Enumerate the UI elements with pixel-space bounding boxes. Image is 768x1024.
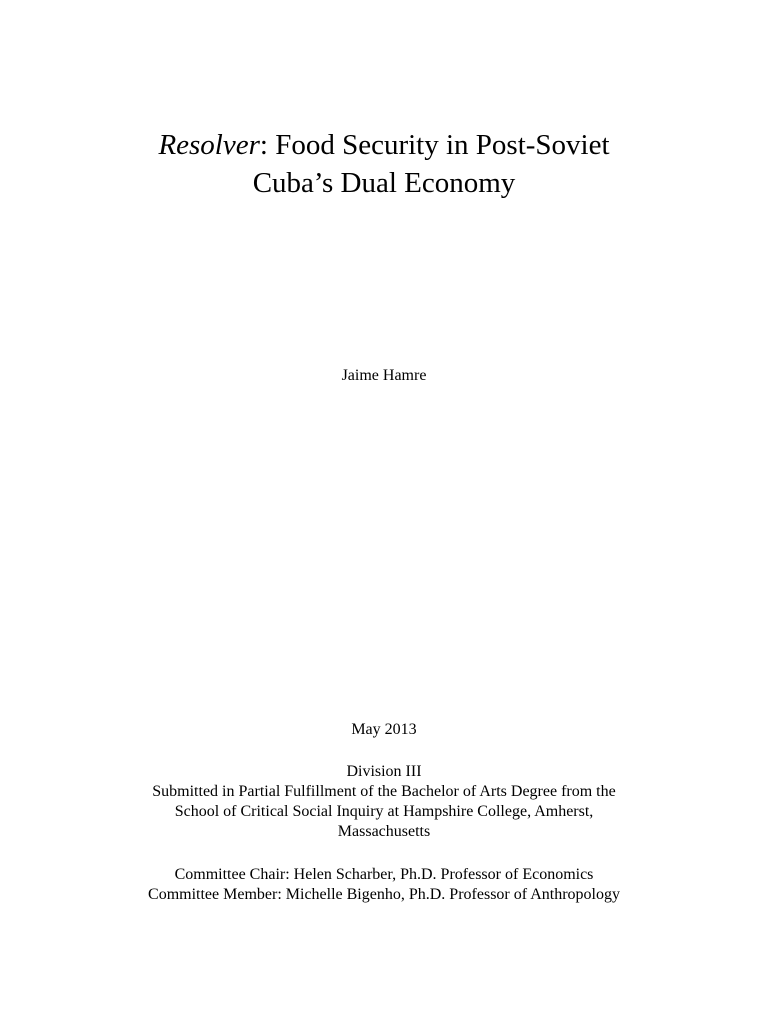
committee-chair: Committee Chair: Helen Scharber, Ph.D. Professor of Economics [174,866,594,883]
submission-line-2: School of Critical Social Inquiry at Hampshire College, Amherst, [174,803,594,820]
title-italic-word: Resolver [158,129,260,161]
division-label: Division III [346,763,422,780]
committee-member: Committee Member: Michelle Bigenho, Ph.D. Professor of Anthropology [148,886,620,903]
submission-statement [0,782,768,842]
title-line2: Cuba’s Dual Economy [252,167,516,199]
thesis-title [0,126,768,202]
submission-line-1: Submitted in Partial Fulfillment of the Bachelor of Arts Degree from the [152,783,616,800]
submission-date: May 2013 [351,721,417,738]
submission-line-3: Massachusetts [337,823,431,840]
title-line1-rest: : Food Security in Post-Soviet [259,129,610,161]
author-name: Jaime Hamre [341,367,427,384]
